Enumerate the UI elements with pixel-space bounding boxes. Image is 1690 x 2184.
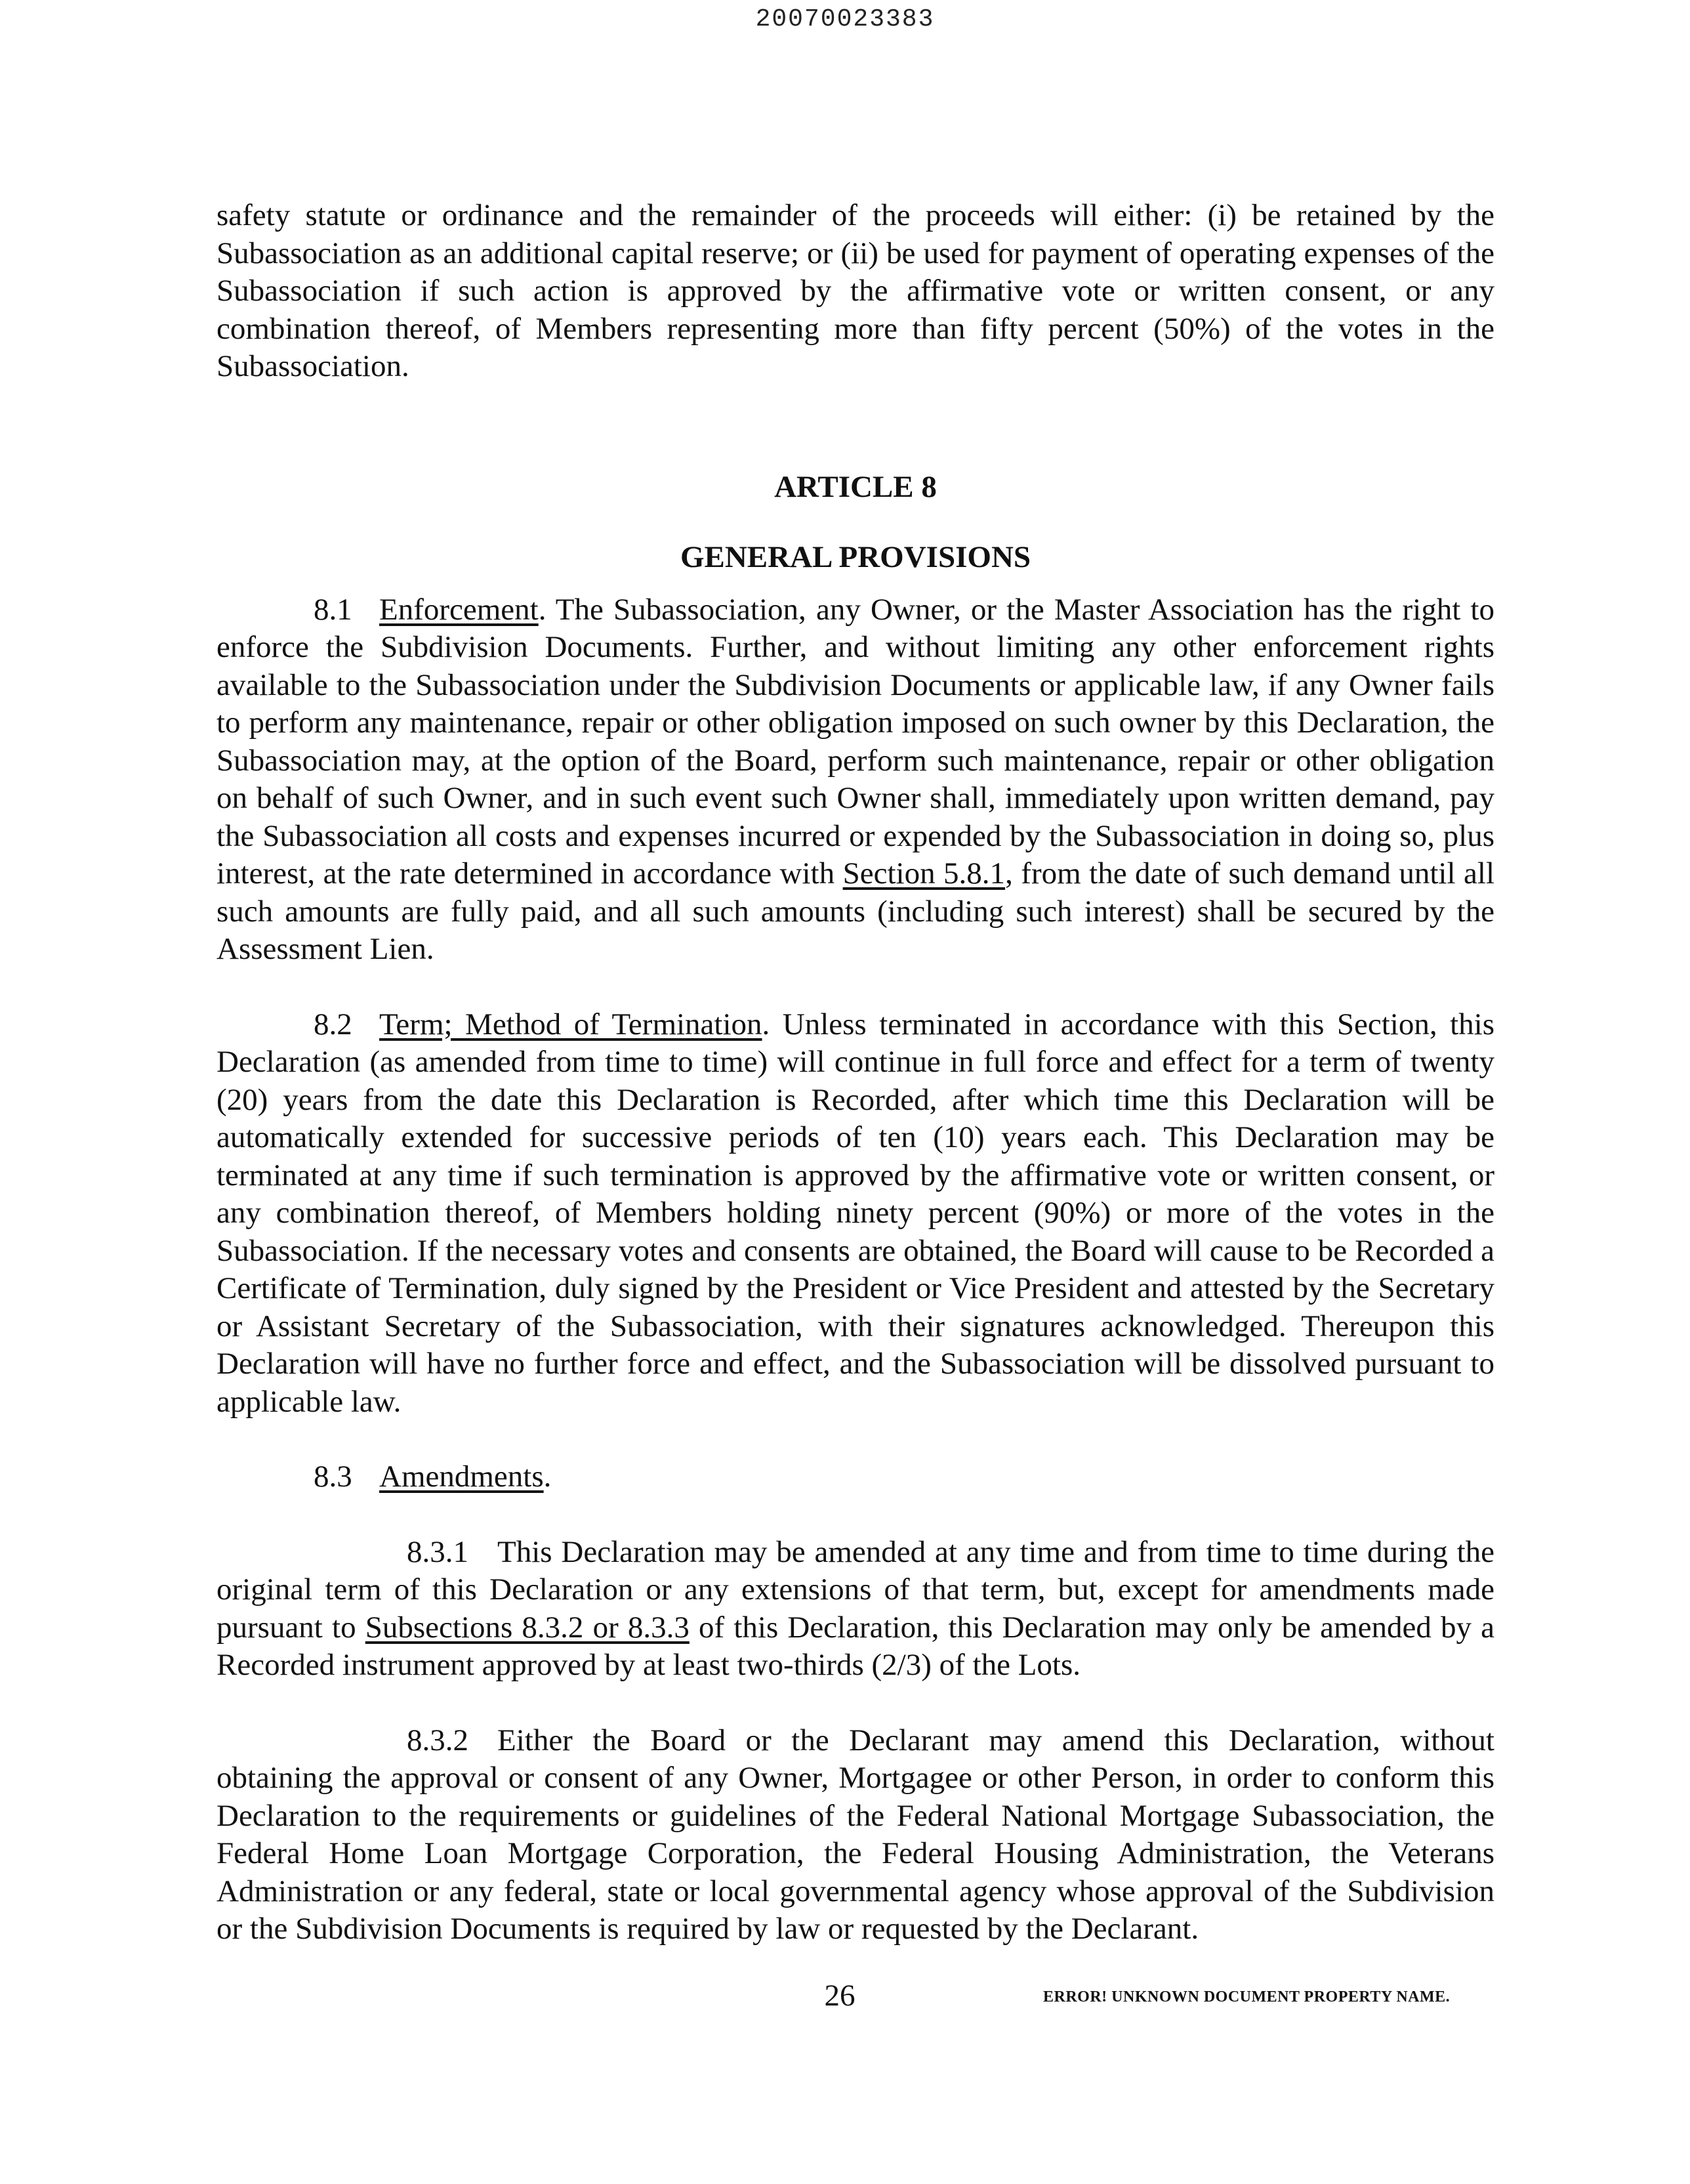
section-text: . Unless terminated in accordance with this Section, this Declaration (as amended from time to time) will continue in full force and effect for a term of twenty (20) years from the date this Declaration is Recorded, after which time this Declaration will be automatically extended for successive periods of ten (10) years each. This Declaration may be terminated at any time if such termination is approved by the affirmative vote or written consent, or any combination thereof, of Members holding ninety percent (90%) or more of the votes in the Subassociation. If the necessary votes and consents are obtained, the Board will cause to be Recorded a Certificate of Termination, duly signed by the President or Vice President and attested by the Secretary or Assistant Secretary of the Subassociation, with their signatures acknowledged. Thereupon this Declaration will have no further force and effect, and the Subassociation will be dissolved pursuant to applicable law.: [216, 1007, 1494, 1419]
subsection-text: of this Declaration, this Declaration may only be amended by a Recorded instrument approved by at least two-thirds (2/3) of the Lots.: [216, 1610, 1494, 1682]
section-number: 8.3: [314, 1460, 352, 1494]
subsection-text: Either the Board or the Declarant may amend this Declaration, without obtaining the approval or consent of any Owner, Mortgagee or other Person, in order to conform this Declaration to the requirements or guidelines of the Federal National Mortgage Subassociation, the Federal Home Loan Mortgage Corporation, the Federal Housing Administration, the Veterans Administration or any federal, state or local governmental agency whose approval of the Subdivision or the Subdivision Documents is required by law or requested by the Declarant.: [216, 1723, 1494, 1946]
subsection-8-3-2: [216, 1722, 1494, 1948]
section-8-2: [216, 1006, 1494, 1421]
footer-error-text: ERROR! UNKNOWN DOCUMENT PROPERTY NAME.: [1043, 1988, 1451, 2006]
section-heading: Enforcement: [379, 592, 539, 627]
section-text: , from the date of such demand until all such amounts are fully paid, and all such amounts (including such interest) shall be secured by the Assessment Lien.: [216, 856, 1494, 966]
cross-reference: Subsections 8.3.2 or 8.3.3: [365, 1610, 690, 1645]
article-title: GENERAL PROVISIONS: [680, 540, 1031, 574]
section-number: 8.2: [314, 1007, 352, 1041]
article-number: ARTICLE 8: [774, 469, 937, 504]
subsection-number: 8.3.2: [407, 1723, 468, 1757]
section-heading: Amendments: [379, 1460, 544, 1494]
section-8-1: [216, 591, 1494, 969]
intro-paragraph: safety statute or ordinance and the remainder of the proceeds will either: (i) be retained by the Subassociation as an additional capital reserve; or (ii) be used for payment of operating expenses of the Subassociation if such action is approved by the affirmative vote or written consent, or any combination thereof, of Members representing more than fifty percent (50%) of the votes in the Subassociation.: [216, 198, 1494, 383]
subsection-text: This Declaration may be amended at any time and from time to time during the original term of this Declaration or any extensions of that term, but, except for amendments made pursuant to: [216, 1534, 1494, 1645]
document-number: 20070023383: [755, 5, 935, 33]
page-number: 26: [824, 1979, 855, 2013]
section-8-3: [216, 1458, 1494, 1496]
subsection-number: 8.3.1: [407, 1534, 468, 1569]
section-heading: Term; Method of Termination: [379, 1007, 762, 1041]
section-period: .: [543, 1460, 552, 1494]
page-body: [216, 197, 1494, 1948]
subsection-8-3-1: [216, 1534, 1494, 1685]
cross-reference: Section 5.8.1: [842, 856, 1006, 891]
section-text: . The Subassociation, any Owner, or the Master Association has the right to enforce the Subdivision Documents. Further, and without limiting any other enforcement rights available to the Subassociation under the Subdivision Documents or applicable law, if any Owner fails to perform any maintenance, repair or other obligation imposed on such owner by this Declaration, the Subassociation may, at the option of the Board, perform such maintenance, repair or other obligation on behalf of such Owner, and in such event such Owner shall, immediately upon written demand, pay the Subassociation all costs and expenses incurred or expended by the Subassociation in doing so, plus interest, at the rate determined in accordance with: [216, 592, 1494, 891]
section-number: 8.1: [314, 592, 352, 627]
